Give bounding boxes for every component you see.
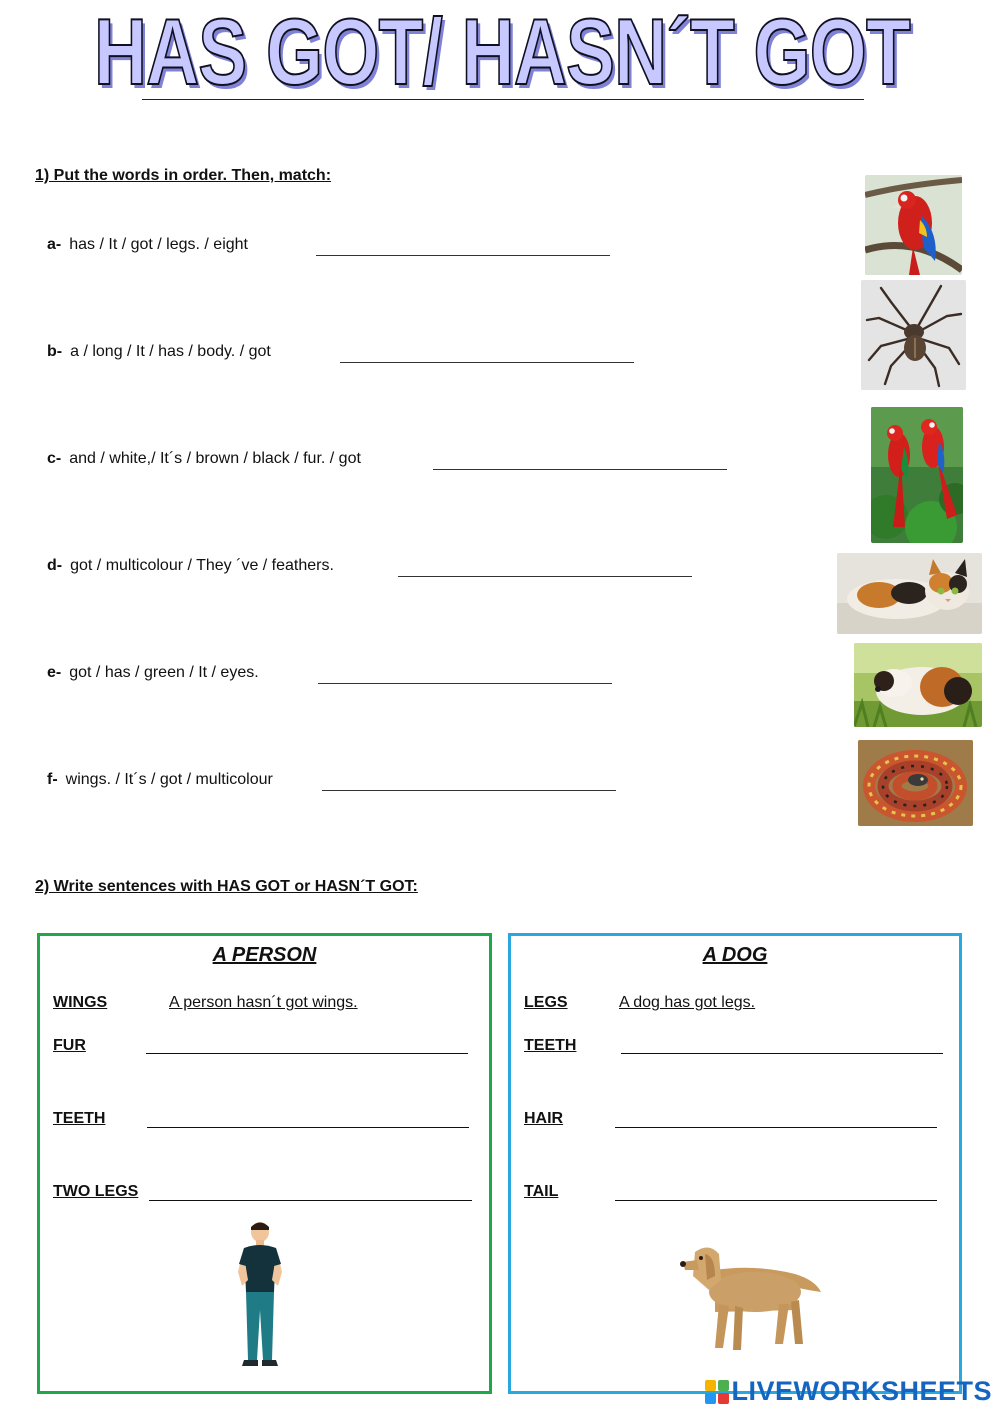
- dog-row-label: HAIR: [524, 1110, 564, 1127]
- question-letter: e-: [47, 664, 62, 681]
- liveworksheets-brand: [705, 1376, 992, 1407]
- liveworksheets-logo-icon: [705, 1380, 729, 1404]
- question-b: [47, 340, 271, 364]
- worksheet-title: HAS GOT/ HASN´T GOT: [93, 0, 911, 104]
- two-parrots-photo[interactable]: [871, 407, 963, 543]
- person-row-label: FUR: [53, 1037, 86, 1054]
- question-letter: a-: [47, 236, 62, 253]
- question-words: wings. / It´s / got / multicolour: [65, 771, 273, 788]
- dog-example-period: .: [750, 994, 756, 1011]
- question-a: [47, 233, 248, 257]
- person-row-label: TWO LEGS: [53, 1183, 139, 1200]
- section2-heading: 2) Write sentences with HAS GOT or HASN´T GOT:: [35, 878, 418, 895]
- question-e: [47, 661, 259, 685]
- person-write-line-teeth[interactable]: [147, 1127, 469, 1128]
- dog-write-line-tail[interactable]: [615, 1200, 937, 1201]
- person-write-line-two-legs[interactable]: [149, 1200, 472, 1201]
- question-words: got / multicolour / They ´ve / feathers.: [70, 557, 334, 574]
- dog-row-label: TEETH: [524, 1037, 577, 1054]
- answer-line-e[interactable]: [318, 683, 612, 684]
- dog-write-line-hair[interactable]: [615, 1127, 937, 1128]
- dog-example-text: A dog has got legs: [619, 994, 751, 1011]
- question-letter: c-: [47, 450, 62, 467]
- question-words: has / It / got / legs. / eight: [69, 236, 248, 253]
- question-words: and / white,/ It´s / brown / black / fur. / got: [69, 450, 361, 467]
- answer-line-c[interactable]: [433, 469, 727, 470]
- person-box-title: A PERSON: [212, 944, 317, 966]
- person-example-period: .: [353, 994, 358, 1011]
- question-f: [47, 768, 273, 792]
- section1-heading: 1) Put the words in order. Then, match:: [35, 167, 332, 184]
- person-example-label: WINGS: [53, 994, 108, 1011]
- person-write-line-fur[interactable]: [146, 1053, 468, 1054]
- dog-illustration: [675, 1240, 825, 1355]
- answer-line-b[interactable]: [340, 362, 634, 363]
- person-illustration: [230, 1220, 290, 1370]
- question-words: a / long / It / has / body. / got: [70, 343, 271, 360]
- question-words: got / has / green / It / eyes.: [69, 664, 259, 681]
- dog-example-sentence: [619, 994, 755, 1012]
- answer-line-a[interactable]: [316, 255, 610, 256]
- dog-example-label: LEGS: [524, 994, 568, 1011]
- question-letter: d-: [47, 557, 63, 574]
- question-d: [47, 554, 334, 578]
- parrot-photo[interactable]: [865, 175, 962, 275]
- guinea-pig-photo[interactable]: [854, 643, 982, 727]
- dog-row-label: TAIL: [524, 1183, 559, 1200]
- person-example-text: A person hasn´t got wings: [169, 994, 354, 1011]
- title-underline: [142, 99, 864, 100]
- question-letter: b-: [47, 343, 63, 360]
- dog-write-line-teeth[interactable]: [621, 1053, 943, 1054]
- snake-photo[interactable]: [858, 740, 973, 826]
- brand-text: LIVEWORKSHEETS: [731, 1376, 992, 1406]
- question-letter: f-: [47, 771, 58, 788]
- answer-line-f[interactable]: [322, 790, 616, 791]
- question-c: [47, 447, 361, 471]
- cat-photo[interactable]: [837, 553, 982, 634]
- answer-line-d[interactable]: [398, 576, 692, 577]
- person-row-label: TEETH: [53, 1110, 106, 1127]
- spider-photo[interactable]: [861, 280, 966, 390]
- dog-box-title: A DOG: [702, 944, 768, 966]
- person-example-sentence: [169, 994, 358, 1012]
